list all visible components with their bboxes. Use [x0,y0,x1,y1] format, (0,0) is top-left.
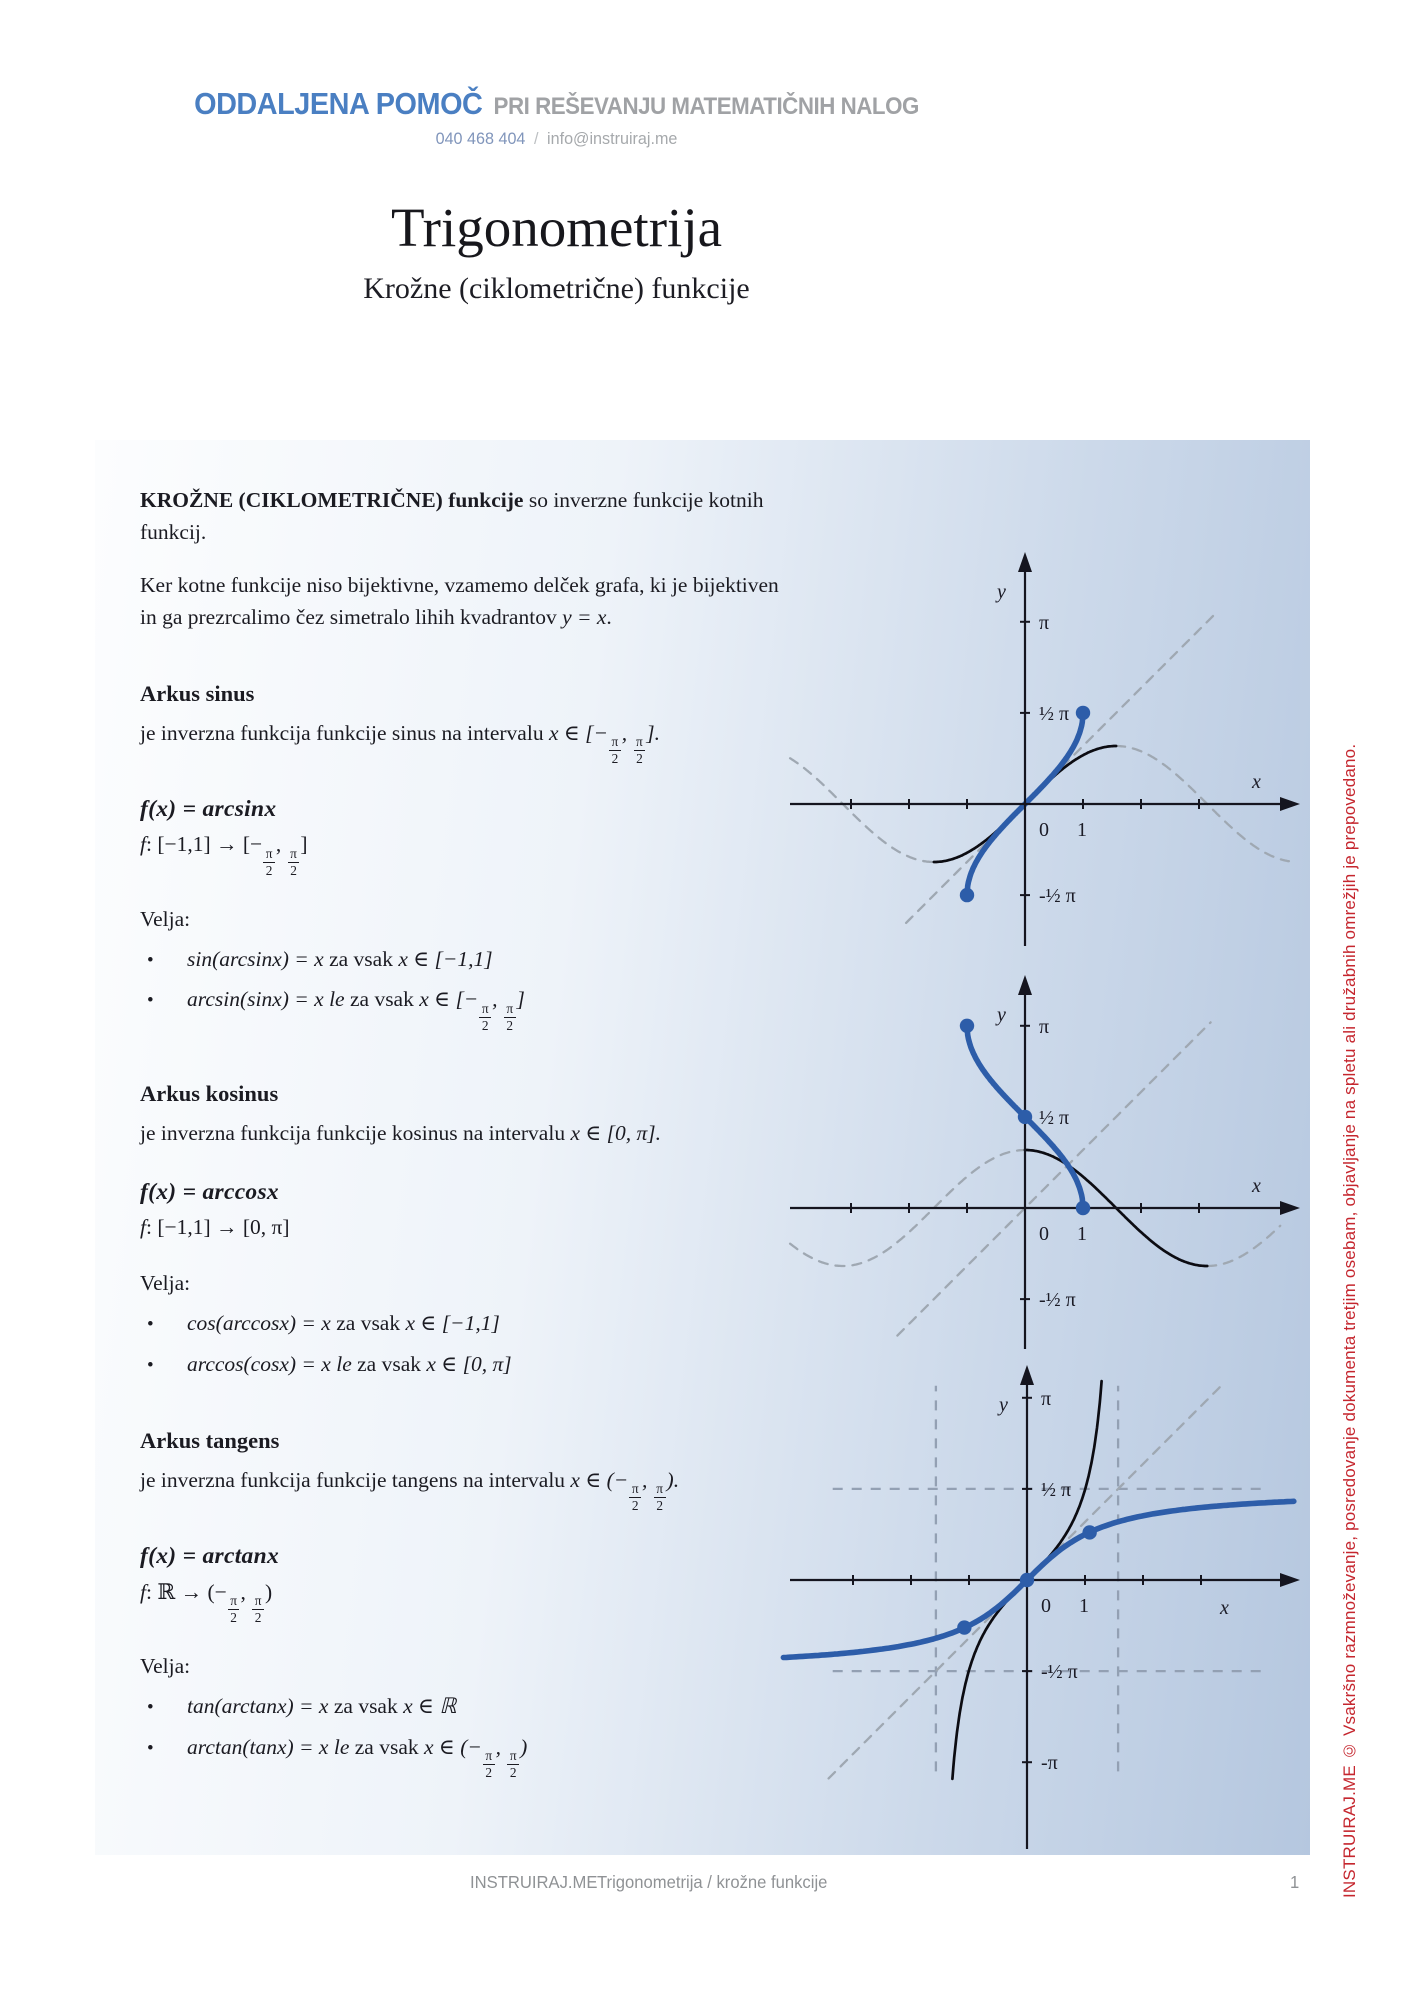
svg-text:π: π [1039,611,1050,634]
property-text: arccos(cosx) = x le za vsak x ∈ [0, π] [187,1351,512,1376]
svg-text:x: x [1220,1597,1229,1619]
bullet-icon: • [147,949,154,971]
function-mapping: f: [−1,1] → [0, π] [140,1215,290,1240]
function-formula: f(x) = arcsinx [140,796,277,823]
svg-text:½ π: ½ π [1041,1478,1072,1501]
footer-brand: INSTRUIRAJ.ME [470,1872,598,1892]
brand-name: ODDALJENA POMOČ [194,86,483,121]
function-formula: f(x) = arccosx [140,1178,279,1205]
bullet-icon: • [147,1697,154,1719]
svg-text:-½ π: -½ π [1039,1289,1076,1312]
svg-text:x: x [1252,1175,1261,1197]
property-item [140,1307,795,1340]
arcsin-graph [780,552,1300,952]
svg-text:1: 1 [1077,819,1087,841]
svg-text:π: π [1041,1387,1052,1410]
arctan-graph [780,1365,1300,1855]
content-panel [95,440,1310,1855]
intro-line: KROŽNE (CIKLOMETRIČNE) funkcije so inverzne funkcije kotnih funkcij. [140,488,764,545]
section-heading: Arkus sinus [140,681,255,706]
property-item [140,1690,795,1723]
velja-label: Velja: [140,1271,191,1296]
page-subtitle: Krožne (ciklometrične) funkcije [363,272,750,305]
svg-text:x: x [1252,771,1261,793]
svg-text:0: 0 [1039,819,1049,841]
property-item [140,1348,795,1381]
section-heading: Arkus kosinus [140,1080,279,1106]
velja-label: Velja: [140,906,191,931]
svg-text:1: 1 [1079,1595,1089,1617]
property-list [140,1690,795,1780]
svg-text:-½ π: -½ π [1041,1661,1078,1684]
bullet-icon: • [147,990,154,1012]
section-description: je inverzna funkcija funkcije tangens na intervalu x ∈ (− $\frac{\pi}{2}$ , $\frac{\pi}{2}$ ). [140,1468,680,1514]
svg-text:½ π: ½ π [1039,1106,1070,1129]
svg-text:½ π: ½ π [1039,702,1070,725]
email-address: info@instruiraj.me [547,129,678,148]
property-item [140,983,795,1032]
function-mapping: f: [−1,1] → [− $\frac{\pi}{2}$ , $\frac{\pi}{2}$ ] [140,832,308,878]
section-description: je inverzna funkcija funkcije kosinus na intervalu x ∈ [0, π]. [140,1120,662,1145]
property-text: tan(arctanx) = x za vsak x ∈ ℝ [187,1694,457,1719]
section-description: je inverzna funkcija funkcije sinus na intervalu x ∈ [− $\frac{\pi}{2}$ , $\frac{\pi}{2}$ ]. [140,720,661,767]
property-list [140,943,795,1033]
property-item [140,943,795,976]
brand-line [39,86,1074,122]
svg-text:π: π [1039,1015,1050,1038]
property-item [140,1731,795,1780]
page-title: Trigonometrija [390,197,723,258]
bullet-icon: • [147,1314,154,1336]
svg-text:-π: -π [1041,1752,1058,1775]
intro-paragraph: Ker kotne funkcije niso bijektivne, vzamemo delček grafa, ki je bijektiven in ga prezrcalimo čez simetralo lihih kvadrantov y = x. [140,572,779,629]
property-text: sin(arcsinx) = x za vsak x ∈ [−1,1] [187,946,493,971]
property-text: cos(arccosx) = x za vsak x ∈ [−1,1] [187,1311,500,1336]
brand-tagline: PRI REŠEVANJU MATEMATIČNIH NALOG [493,93,919,120]
svg-text:1: 1 [1077,1223,1087,1245]
footer-page-number: 1 [1290,1872,1300,1892]
svg-text:y: y [999,1394,1008,1416]
arccos-graph [780,975,1300,1355]
section-arkus-sinus [140,677,795,1033]
svg-text:0: 0 [1039,1223,1049,1245]
function-formula: f(x) = arctanx [140,1543,279,1570]
header [0,86,1113,149]
footer-doc-title: Trigonometrija / krožne funkcije [597,1872,828,1892]
section-heading: Arkus tangens [140,1428,280,1454]
contact-separator: / [533,129,539,148]
svg-text:0: 0 [1041,1595,1051,1617]
section-arkus-tangens [140,1424,795,1780]
contact-line [28,129,1085,149]
velja-label: Velja: [140,1654,191,1679]
phone-number: 040 468 404 [435,129,526,148]
section-arkus-kosinus [140,1077,795,1381]
copyright-note: INSTRUIRAJ.ME © Vsakršno razmnoževanje, posredovanje dokumenta tretjim osebam, objavljanje na spletu ali družabnih omrežjih je prepovedano. [1340,743,1359,1898]
bullet-icon: • [147,1737,154,1759]
property-text: arctan(tanx) = x le za vsak x ∈ (− $\frac{\pi}{2}$ , $\frac{\pi}{2}$ ) [187,1734,528,1781]
svg-text:-½ π: -½ π [1039,885,1076,908]
property-text: arcsin(sinx) = x le za vsak x ∈ [− $\frac{\pi}{2}$ , $\frac{\pi}{2}$ ] [187,987,525,1033]
text-column [140,484,795,1788]
function-mapping: f: ℝ → (− $\frac{\pi}{2}$ , $\frac{\pi}{2}$ ) [140,1579,273,1626]
svg-text:y: y [997,581,1006,603]
property-list [140,1307,795,1380]
svg-text:y: y [997,1004,1006,1026]
bullet-icon: • [147,1354,154,1376]
